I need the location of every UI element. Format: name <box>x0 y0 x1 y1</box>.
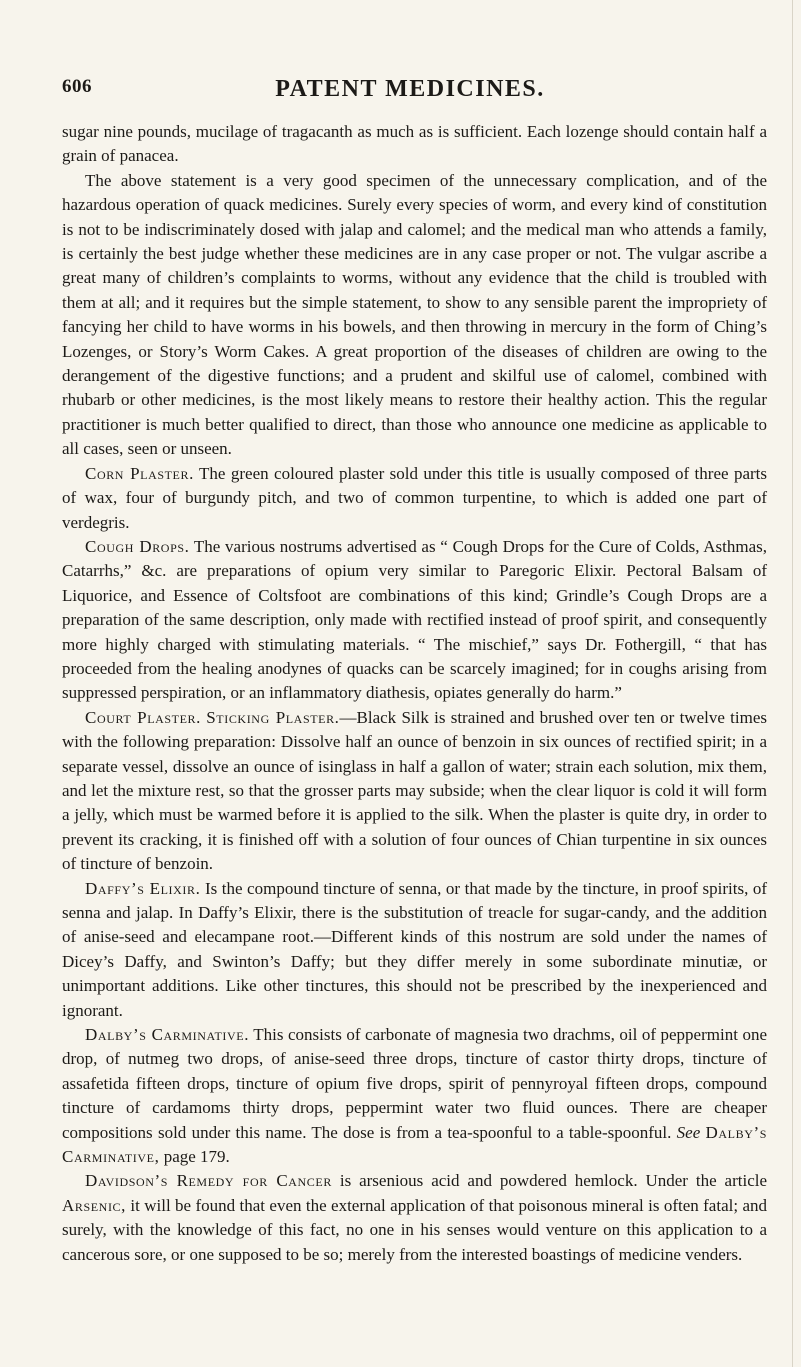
cross-reference-page: page 179. <box>163 1147 230 1167</box>
cross-reference: Dalby’s Carminative, <box>62 1122 768 1167</box>
paragraph-lozenge-end: sugar nine pounds, mucilage of tragacanth as much as is sufficient. Each lozenge should contain half a grain of panacea. <box>62 122 767 166</box>
entry-heading: Cough Drops. <box>85 536 190 556</box>
paragraph-quack-complication: The above statement is a very good specimen of the unnecessary complication, and of the hazardous operation of quack medicines. Surely every species of worm, and every kind of constitution is not to be indiscriminately dosed with jalap and calomel; and the medical man who attends a family, is certainly the best judge whether these medicines are in any case proper or not. The vulgar ascribe a great many of children’s complaints to worms, without any evidence that the child is troubled with them at all; and it requires but the simple statement, to show to any sensible parent the impropriety of fancying her child to have worms in his bowels, and then throwing in mercury in the form of Ching’s Lozenges, or Story’s Worm Cakes. A great proportion of the diseases of children are owing to the derangement of the digestive functions; and a prudent and skilful use of calomel, combined with rhubarb or other medicines, is the most likely means to restore their healthy action. This the regular practitioner is much better qualified to direct, than those who announce one medicine as applicable to all cases, seen or unseen. <box>62 170 767 459</box>
entry-heading: Davidson’s Remedy for Cancer <box>85 1171 332 1191</box>
entry-heading: Court Plaster. <box>85 707 201 727</box>
page-edge-divider <box>792 0 793 1367</box>
body-text <box>62 120 767 1267</box>
entry-subheading: Sticking Plaster. <box>206 707 340 727</box>
entry-corn-plaster: Corn Plaster. The green coloured plaster sold under this title is usually composed of three parts of wax, four of burgundy pitch, and two of common turpentine, to which is added one part of verdegris. <box>62 463 767 532</box>
see-reference-word: See <box>676 1122 701 1142</box>
page-header <box>60 76 760 116</box>
running-title: PATENT MEDICINES. <box>275 76 545 102</box>
entry-cough-drops: Cough Drops. The various nostrums advertised as “ Cough Drops for the Cure of Colds, Asthmas, Catarrhs,” &c. are preparations of opium very similar to Paregoric Elixir. Pectoral Balsam of Liquorice, and Essence of Coltsfoot are combinations of this kind; Grindle’s Cough Drops are a preparation of the same description, only made with rectified instead of proof spirit, and consequently more highly charged with stimulating materials. “ The mischief,” says Dr. Fothergill, “ that has proceeded from the healing anodynes of quacks can be scarcely imagined; for in coughs arising from suppressed perspiration, or an inflammatory diathesis, opiates generally do harm.” <box>62 536 768 703</box>
entry-dalbys-carminative: Dalby’s Carminative. This consists of carbonate of magnesia two drachms, oil of peppermint one drop, of nutmeg two drops, of anise-seed three drops, tincture of castor thirty drops, tincture of assafetida fifteen drops, tincture of opium five drops, spirit of pennyroyal fifteen drops, compound tincture of cardamoms thirty drops, peppermint water two fluid ounces. There are cheaper compositions sold under this name. The dose is from a tea-spoonful to a table-spoonful. See Dalby’s Carminative, page 179. <box>62 1025 768 1167</box>
entry-court-plaster: Court Plaster. Sticking Plaster.—Black Silk is strained and brushed over ten or twelve times with the following preparation: Dissolve half an ounce of benzoin in six ounces of rectified spirit; in a separate vessel, dissolve an ounce of isinglass in half a gallon of water; strain each solution, mix them, and let the mixture rest, so that the grosser parts may subside; when the clear liquor is cold it will form a jelly, which must be warmed before it is applied to the silk. When the plaster is quite dry, in order to prevent its cracking, it is finished off with a solution of four ounces of Chian turpentine in six ounces of tincture of benzoin. <box>62 707 767 874</box>
page-number: 606 <box>62 76 92 97</box>
entry-heading: Corn Plaster. <box>85 463 194 483</box>
inline-article-name: Arsenic, <box>62 1195 127 1215</box>
entry-heading: Daffy’s Elixir. <box>85 878 201 898</box>
entry-heading: Dalby’s Carminative. <box>85 1025 250 1045</box>
entry-davidsons-remedy: Davidson’s Remedy for Cancer is arsenious acid and powdered hemlock. Under the article Arsenic, it will be found that even the external application of that poisonous mineral is often fatal; and surely, with the knowledge of this fact, no one in his senses would venture on this application to a cancerous sore, or one supposed to be so; merely from the interested boastings of medicine venders. <box>62 1171 768 1264</box>
entry-daffys-elixir: Daffy’s Elixir. Is the compound tincture of senna, or that made by the tincture, in proof spirits, of senna and jalap. In Daffy’s Elixir, there is the substitution of treacle for sugar-candy, and the addition of anise-seed and elecampane root.—Different kinds of this nostrum are sold under the names of Dicey’s Daffy, and Swinton’s Daffy; but they differ merely in some subordinate minutiæ, or unimportant additions. Like other tinctures, this should not be prescribed by the inexperienced and ignorant. <box>62 878 768 1020</box>
